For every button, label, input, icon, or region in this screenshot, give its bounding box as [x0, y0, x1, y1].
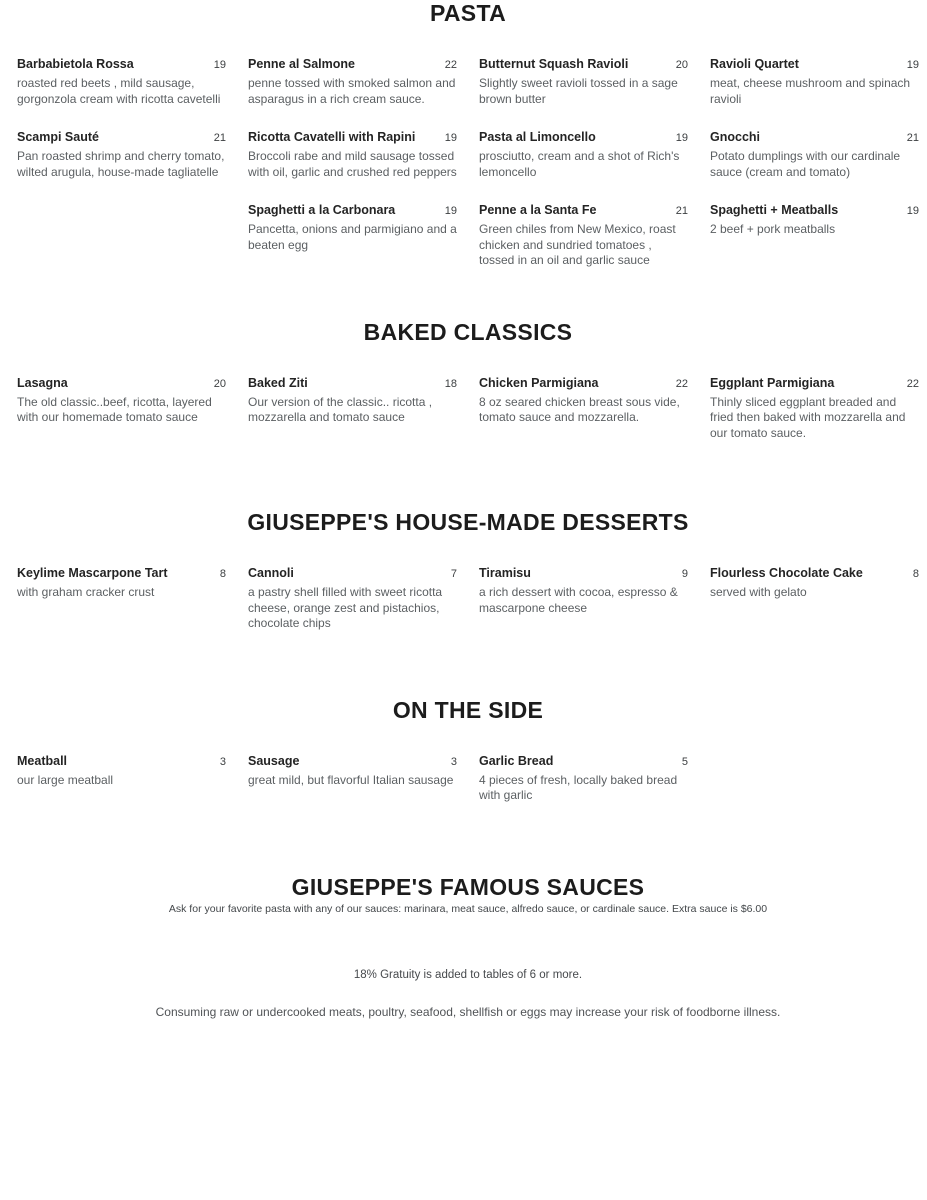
menu-item-description: meat, cheese mushroom and spinach ravioli: [710, 76, 911, 106]
pasta-grid: [17, 57, 919, 292]
menu-item-header: [17, 754, 226, 770]
menu-item-name: Gnocchi: [710, 130, 761, 144]
menu-item-ricotta-cavatelli: [248, 130, 457, 180]
section-famous-sauces: [17, 873, 919, 916]
section-pasta: [17, 2, 919, 292]
menu-item-description: prosciutto, cream and a shot of Rich's lemoncello: [479, 149, 680, 179]
baked-column-2: [248, 376, 457, 465]
sides-column-3: [479, 754, 688, 827]
menu-item-ravioli-quartet: [710, 57, 919, 107]
menu-item-name: Butternut Squash Ravioli: [479, 57, 629, 71]
menu-item-cannoli: [248, 566, 457, 632]
menu-item-barbabietola-rossa: [17, 57, 226, 107]
menu-item-name: Penne al Salmone: [248, 57, 355, 71]
menu-item-price: 19: [906, 205, 919, 217]
menu-item-description: with graham cracker crust: [17, 585, 155, 599]
menu-item-penne-santa-fe: [479, 203, 688, 269]
menu-item-description: Broccoli rabe and mild sausage tossed with oil, garlic and crushed red peppers: [248, 149, 457, 179]
menu-item-description: Pancetta, onions and parmigiano and a beaten egg: [248, 222, 457, 252]
menu-item-price: 5: [681, 755, 688, 768]
menu-item-name: Ricotta Cavatelli with Rapini: [248, 130, 416, 144]
menu-item-penne-al-salmone: [248, 57, 457, 107]
menu-item-header: [479, 57, 688, 73]
menu-item-header: [248, 376, 457, 392]
desserts-column-2: [248, 566, 457, 655]
menu-item-name: Lasagna: [17, 375, 68, 390]
menu-item-description: Potato dumplings with our cardinale sauce (cream and tomato): [710, 149, 901, 179]
menu-item-name: Tiramisu: [479, 566, 531, 580]
menu-item-header: [248, 203, 457, 219]
sides-column-1: [17, 754, 226, 827]
menu-item-lasagna: [17, 376, 226, 426]
menu-item-description: penne tossed with smoked salmon and asparagus in a rich cream sauce.: [248, 76, 456, 106]
menu-item-price: 19: [213, 59, 226, 71]
menu-item-description: 4 pieces of fresh, locally baked bread with garlic: [479, 772, 678, 802]
menu-item-price: 7: [450, 568, 457, 580]
menu-item-header: [710, 203, 919, 219]
baked-column-3: [479, 376, 688, 465]
menu-item-name: Penne a la Santa Fe: [479, 203, 597, 217]
menu-item-description: great mild, but flavorful Italian sausage: [248, 772, 454, 787]
menu-item-name: Pasta al Limoncello: [479, 130, 596, 144]
menu-item-header: [479, 754, 688, 770]
menu-item-pasta-al-limoncello: [479, 130, 688, 180]
menu-item-spaghetti-meatballs: [710, 203, 919, 238]
section-title-desserts: GIUSEPPE'S HOUSE-MADE DESSERTS: [247, 509, 689, 535]
menu-item-price: 21: [675, 205, 688, 217]
menu-item-name: Spaghetti + Meatballs: [710, 203, 839, 217]
menu-item-price: 8: [219, 568, 226, 580]
desserts-column-1: [17, 566, 226, 655]
menu-item-header: [479, 130, 688, 146]
menu-item-butternut-squash-ravioli: [479, 57, 688, 107]
menu-item-header: [17, 566, 226, 582]
menu-item-header: [710, 376, 919, 392]
menu-item-price: 21: [906, 132, 919, 144]
menu-item-description: Slightly sweet ravioli tossed in a sage brown butter: [479, 76, 678, 106]
sides-column-2: [248, 754, 457, 827]
menu-item-description: served with gelato: [710, 585, 807, 599]
menu-item-price: 3: [219, 755, 226, 768]
sides-grid: [17, 754, 919, 827]
menu-item-price: 21: [213, 132, 226, 144]
menu-item-header: [17, 130, 226, 146]
menu-item-header: [479, 376, 688, 392]
menu-item-name: Keylime Mascarpone Tart: [17, 566, 168, 580]
menu-item-header: [248, 754, 457, 770]
menu-item-header: [710, 566, 919, 582]
menu-item-chicken-parmigiana: [479, 376, 688, 426]
gratuity-note: 18% Gratuity is added to tables of 6 or more.: [353, 968, 583, 981]
menu-item-name: Ravioli Quartet: [710, 57, 799, 71]
menu-item-sausage: [248, 754, 457, 789]
health-notice: Consuming raw or undercooked meats, poultry, seafood, shellfish or eggs may increase your risk of foodborne illness.: [155, 1004, 781, 1019]
pasta-column-1: [17, 57, 226, 292]
section-on-the-side: [17, 696, 919, 827]
baked-column-1: [17, 376, 226, 465]
menu-item-description: a pastry shell filled with sweet ricotta cheese, orange zest and pistachios, chocolate chips: [248, 585, 443, 630]
menu-item-name: Eggplant Parmigiana: [710, 375, 835, 390]
menu-item-header: [710, 57, 919, 73]
menu-item-header: [17, 376, 226, 392]
baked-grid: [17, 376, 919, 465]
menu-item-description: The old classic..beef, ricotta, layered with our homemade tomato sauce: [17, 394, 212, 424]
menu-item-price: 20: [675, 59, 688, 71]
section-title-famous-sauces: GIUSEPPE'S FAMOUS SAUCES: [291, 873, 645, 900]
menu-item-description: Pan roasted shrimp and cherry tomato, wilted arugula, house-made tagliatelle: [17, 149, 225, 179]
menu-item-price: 3: [450, 755, 457, 768]
menu-item-price: 19: [444, 132, 457, 144]
menu-item-tiramisu: [479, 566, 688, 616]
menu-item-price: 19: [675, 132, 688, 144]
menu-item-price: 18: [444, 377, 457, 390]
menu-item-price: 22: [675, 377, 688, 390]
menu-item-flourless-chocolate-cake: [710, 566, 919, 601]
section-title-baked-classics: BAKED CLASSICS: [363, 318, 573, 345]
menu-item-price: 8: [912, 568, 919, 580]
menu-item-header: [479, 566, 688, 582]
famous-sauces-subtitle: Ask for your favorite pasta with any of our sauces: marinara, meat sauce, alfredo sauce, or cardinale sauce. Extra sauce is $6.00: [168, 902, 768, 915]
menu-item-name: Garlic Bread: [479, 753, 554, 768]
menu-item-description: 8 oz seared chicken breast sous vide, tomato sauce and mozzarella.: [479, 394, 680, 424]
menu-item-description: a rich dessert with cocoa, espresso & mascarpone cheese: [479, 585, 678, 615]
section-desserts: [17, 511, 919, 655]
desserts-column-4: [710, 566, 919, 655]
menu-item-garlic-bread: [479, 754, 688, 804]
menu-item-description: Green chiles from New Mexico, roast chicken and sundried tomatoes , tossed in an oil and garlic sauce: [479, 222, 676, 267]
desserts-grid: [17, 566, 919, 655]
menu-item-eggplant-parmigiana: [710, 376, 919, 442]
menu-item-name: Chicken Parmigiana: [479, 375, 599, 390]
menu-item-header: [479, 203, 688, 219]
desserts-column-3: [479, 566, 688, 655]
menu-item-price: 22: [906, 377, 919, 390]
menu-item-spaghetti-carbonara: [248, 203, 457, 253]
menu-item-price: 9: [681, 568, 688, 580]
menu-item-name: Scampi Sauté: [17, 130, 99, 144]
menu-item-gnocchi: [710, 130, 919, 180]
baked-column-4: [710, 376, 919, 465]
menu-item-description: Thinly sliced eggplant breaded and fried then baked with mozzarella and our tomato sauce.: [710, 394, 906, 440]
menu-item-name: Sausage: [248, 753, 300, 768]
menu-item-header: [248, 57, 457, 73]
menu-item-price: 19: [444, 205, 457, 217]
pasta-column-4: [710, 57, 919, 292]
menu-item-description: our large meatball: [17, 772, 114, 787]
menu-item-header: [248, 566, 457, 582]
menu-item-name: Baked Ziti: [248, 375, 308, 390]
menu-item-name: Barbabietola Rossa: [17, 57, 134, 71]
menu-item-meatball: [17, 754, 226, 789]
section-title-on-the-side: ON THE SIDE: [392, 696, 544, 723]
menu-content: [0, 2, 927, 1020]
menu-item-name: Cannoli: [248, 566, 294, 580]
menu-item-name: Flourless Chocolate Cake: [710, 566, 863, 580]
menu-item-name: Spaghetti a la Carbonara: [248, 203, 396, 217]
menu-item-price: 22: [444, 59, 457, 71]
menu-item-header: [248, 130, 457, 146]
menu-item-description: Our version of the classic.. ricotta , mozzarella and tomato sauce: [248, 394, 433, 424]
section-title-pasta: PASTA: [429, 0, 507, 26]
menu-item-name: Meatball: [17, 753, 68, 768]
pasta-column-2: [248, 57, 457, 292]
menu-item-price: 20: [213, 377, 226, 390]
menu-item-baked-ziti: [248, 376, 457, 426]
menu-item-price: 19: [906, 59, 919, 71]
menu-item-header: [710, 130, 919, 146]
menu-item-description: roasted red beets , mild sausage, gorgonzola cream with ricotta cavetelli: [17, 76, 221, 106]
sides-column-4: [710, 754, 919, 827]
menu-item-scampi-saute: [17, 130, 226, 180]
pasta-column-3: [479, 57, 688, 292]
menu-item-header: [17, 57, 226, 73]
menu-item-description: 2 beef + pork meatballs: [710, 222, 836, 236]
section-baked-classics: [17, 318, 919, 465]
menu-item-keylime-mascarpone-tart: [17, 566, 226, 601]
